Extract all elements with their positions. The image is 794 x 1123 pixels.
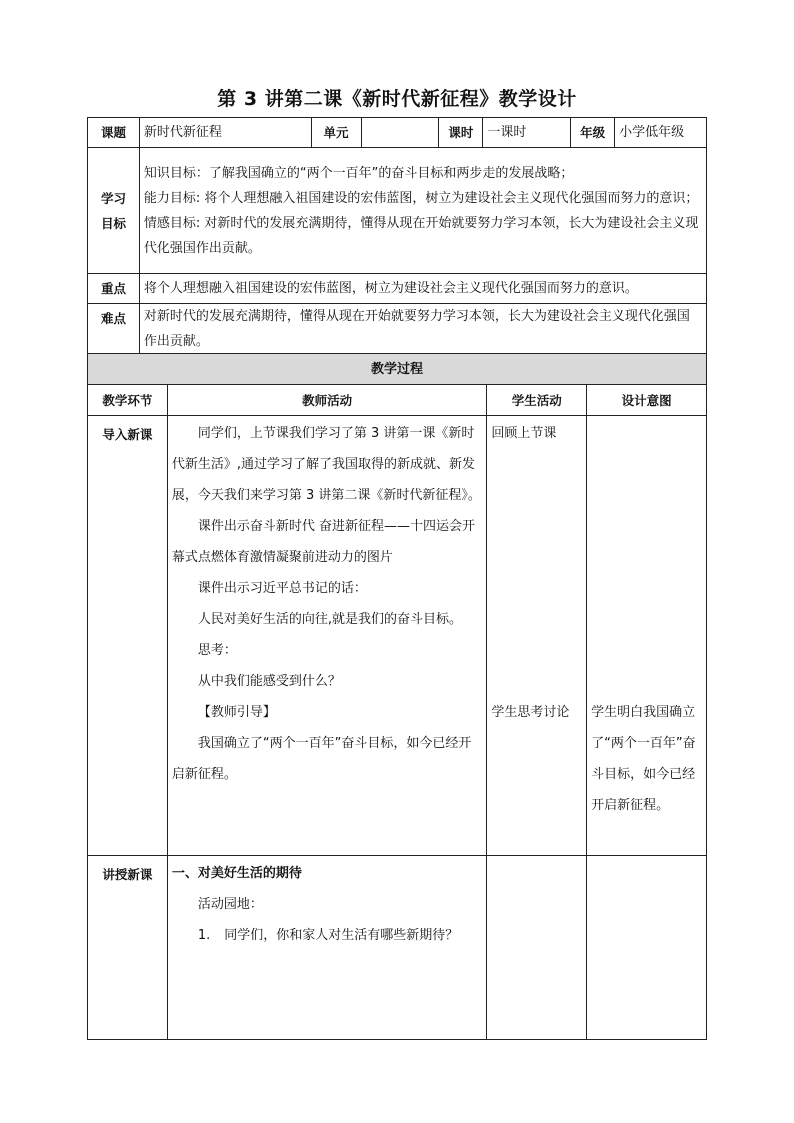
teaching-process-table — [87, 353, 707, 1040]
col-intent-header: 设计意图 — [587, 385, 707, 416]
unit-label: 单元 — [311, 118, 361, 148]
intro-student-activity — [487, 416, 587, 856]
unit-value — [361, 118, 439, 148]
objectives-label — [88, 148, 140, 274]
new-lesson-heading: 一、对美好生活的期待 — [171, 866, 302, 881]
col-teacher-header: 教师活动 — [167, 385, 486, 416]
document-title: 第 3 讲第二课《新时代新征程》教学设计 — [217, 88, 577, 110]
emotion-objective: 情感目标: 对新时代的发展充满期待，懂得从现在开始就要努力学习本领，长大为建设社会主义现代化强国作出贡献。 — [143, 215, 699, 256]
col-stage-header: 教学环节 — [88, 385, 168, 416]
intro-paragraph-5: 思考： — [197, 643, 237, 658]
objectives-label-line-2: 目标 — [100, 215, 126, 231]
intro-paragraph-7: 【教师引导】 — [197, 705, 276, 720]
col-student-header: 学生活动 — [487, 385, 587, 416]
period-label: 课时 — [439, 118, 483, 148]
grade-value: 小学低年级 — [615, 118, 707, 148]
lesson-header-table — [87, 117, 707, 355]
intro-paragraph-4: 人民对美好生活的向往,就是我们的奋斗目标。 — [197, 612, 463, 627]
difficult-point-text: 对新时代的发展充满期待，懂得从现在开始就要努力学习本领，长大为建设社会主义现代化强国作出贡献。 — [139, 304, 706, 355]
difficult-point-label: 难点 — [88, 304, 140, 355]
key-point-text: 将个人理想融入祖国建设的宏伟蓝图，树立为建设社会主义现代化强国而努力的意识。 — [139, 274, 706, 304]
intro-teacher-activity — [167, 416, 486, 856]
grade-label: 年级 — [571, 118, 615, 148]
new-lesson-student-activity — [487, 856, 587, 1040]
new-lesson-activity: 活动园地： — [197, 897, 263, 912]
question-text: 同学们，你和家人对生活有哪些新期待？ — [224, 928, 459, 943]
new-lesson-stage: 讲授新课 — [88, 856, 168, 1040]
intro-paragraph-2: 课件出示奋斗新时代 奋进新征程——十四运会开幕式点燃体育激情凝聚前进动力的图片 — [171, 519, 476, 565]
intro-design-intent — [587, 416, 707, 856]
intro-intent-text: 学生明白我国确立了“两个一百年”奋斗目标，如今已经开启新征程。 — [591, 705, 696, 813]
new-lesson-question-1 — [172, 920, 482, 951]
intro-paragraph-8: 我国确立了“两个一百年”奋斗目标，如今已经开启新征程。 — [171, 736, 472, 782]
intro-paragraph-6: 从中我们能感受到什么？ — [197, 674, 341, 689]
objectives-label-line-1: 学习 — [100, 190, 126, 206]
topic-label: 课题 — [88, 118, 140, 148]
new-lesson-teacher-activity — [167, 856, 486, 1040]
intro-student-1: 回顾上节课 — [491, 426, 557, 441]
period-value: 一课时 — [483, 118, 571, 148]
ability-objective: 能力目标: 将个人理想融入祖国建设的宏伟蓝图，树立为建设社会主义现代化强国而努力的意识； — [143, 190, 699, 206]
intro-student-2: 学生思考讨论 — [491, 705, 570, 720]
knowledge-objective: 知识目标：了解我国确立的“两个一百年”的奋斗目标和两步走的发展战略； — [143, 165, 574, 181]
objectives-content — [139, 148, 706, 274]
intro-stage: 导入新课 — [88, 416, 168, 856]
process-section-title: 教学过程 — [88, 354, 707, 385]
topic-value: 新时代新征程 — [139, 118, 311, 148]
new-lesson-design-intent — [587, 856, 707, 1040]
intro-paragraph-3: 课件出示习近平总书记的话： — [197, 581, 367, 596]
question-number: 1. — [197, 928, 211, 943]
key-point-label: 重点 — [88, 274, 140, 304]
intro-paragraph-1: 同学们，上节课我们学习了第 3 讲第一课《新时代新生活》,通过学习了解了我国取得的新成就、新发展，今天我们来学习第 3 讲第二课《新时代新征程》。 — [171, 426, 481, 503]
